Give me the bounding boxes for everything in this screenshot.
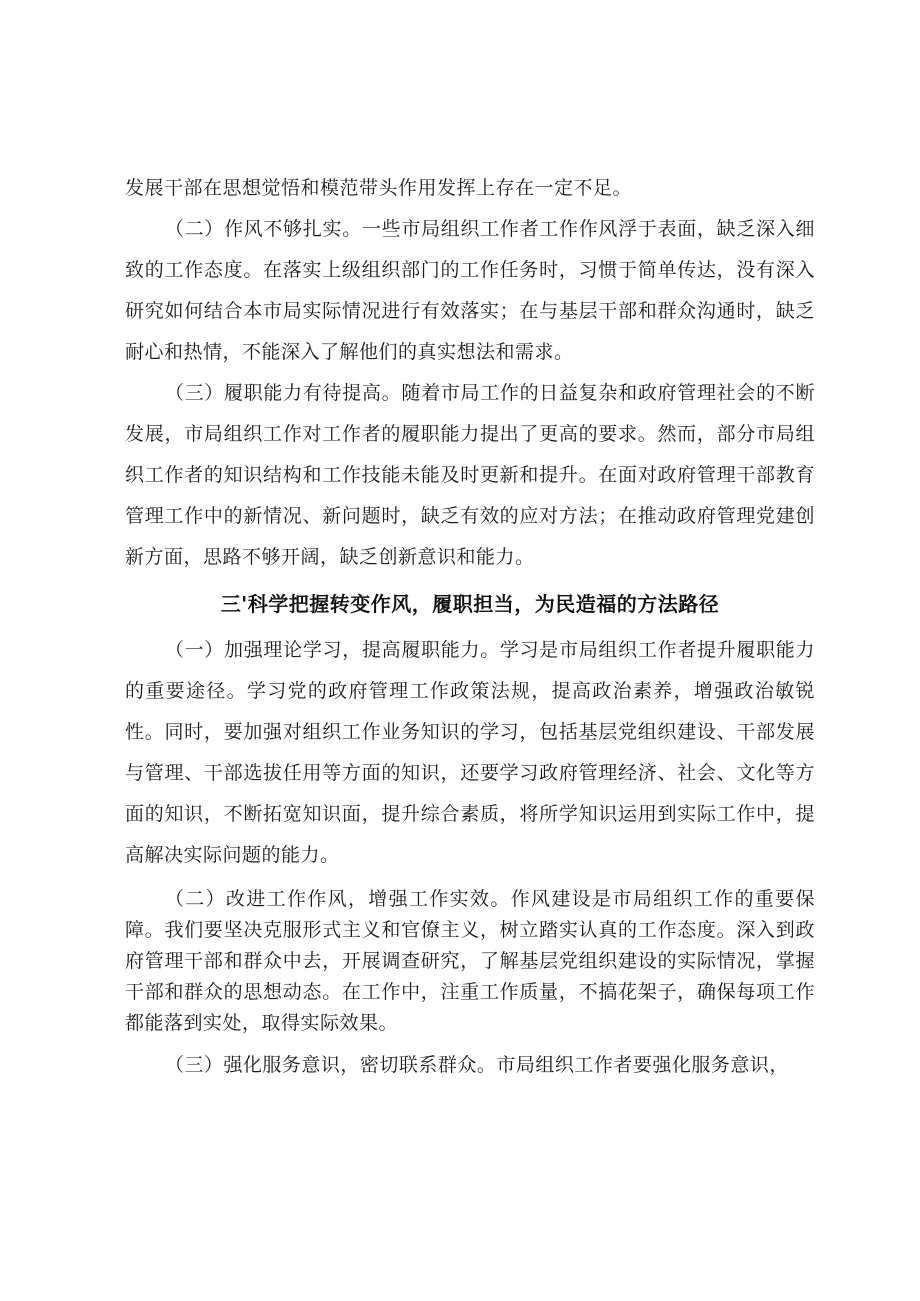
paragraph-capability: （三）履职能力有待提高。随着市局工作的日益复杂和政府管理社会的不断发展，市局组织工作对工作者的履职能力提出了更高的要求。然而，部分市局组织工作者的知识结构和工作技能未能及时更新和提升。在面对政府管理干部教育管理工作中的新情况、新问题时，缺乏有效的应对方法；在推动政府管理党建创新方面，思路不够开阔，缺乏创新意识和能力。 bbox=[125, 382, 815, 568]
section-heading: 三'科学把握转变作风，履职担当，为民造福的方法路径 bbox=[220, 592, 720, 616]
paragraph-improve-style: （二）改进工作作风，增强工作实效。作风建设是市局组织工作的重要保障。我们要坚决克服形式主义和官僚主义，树立踏实认真的工作态度。深入到政府管理干部和群众中去，开展调查研究，了解基层党组织建设的实际情况，掌握干部和群众的思想动态。在工作中，注重工作质量，不搞花架子，确保每项工作都能落到实处，取得实际效果。 bbox=[125, 888, 815, 1034]
paragraph-work-style: （二）作风不够扎实。一些市局组织工作者工作作风浮于表面，缺乏深入细致的工作态度。在落实上级组织部门的工作任务时，习惯于简单传达，没有深入研究如何结合本市局实际情况进行有效落实；在与基层干部和群众沟通时，缺乏耐心和热情，不能深入了解他们的真实想法和需求。 bbox=[125, 218, 815, 363]
paragraph-continuation: 发展干部在思想觉悟和模范带头作用发挥上存在一定不足。 bbox=[125, 177, 633, 199]
paragraph-service-awareness: （三）强化服务意识，密切联系群众。市局组织工作者要强化服务意识， bbox=[164, 1054, 789, 1076]
document-body bbox=[125, 168, 815, 1086]
paragraph-theory-study: （一）加强理论学习，提高履职能力。学习是市局组织工作者提升履职能力的重要途径。学习党的政府管理工作政策法规，提高政治素养，增强政治敏锐性。同时，要加强对组织工作业务知识的学习，包括基层党组织建设、干部发展与管理、干部选拔任用等方面的知识，还要学习政府管理经济、社会、文化等方面的知识，不断拓宽知识面，提升综合素质，将所学知识运用到实际工作中，提高解决实际问题的能力。 bbox=[125, 639, 815, 866]
